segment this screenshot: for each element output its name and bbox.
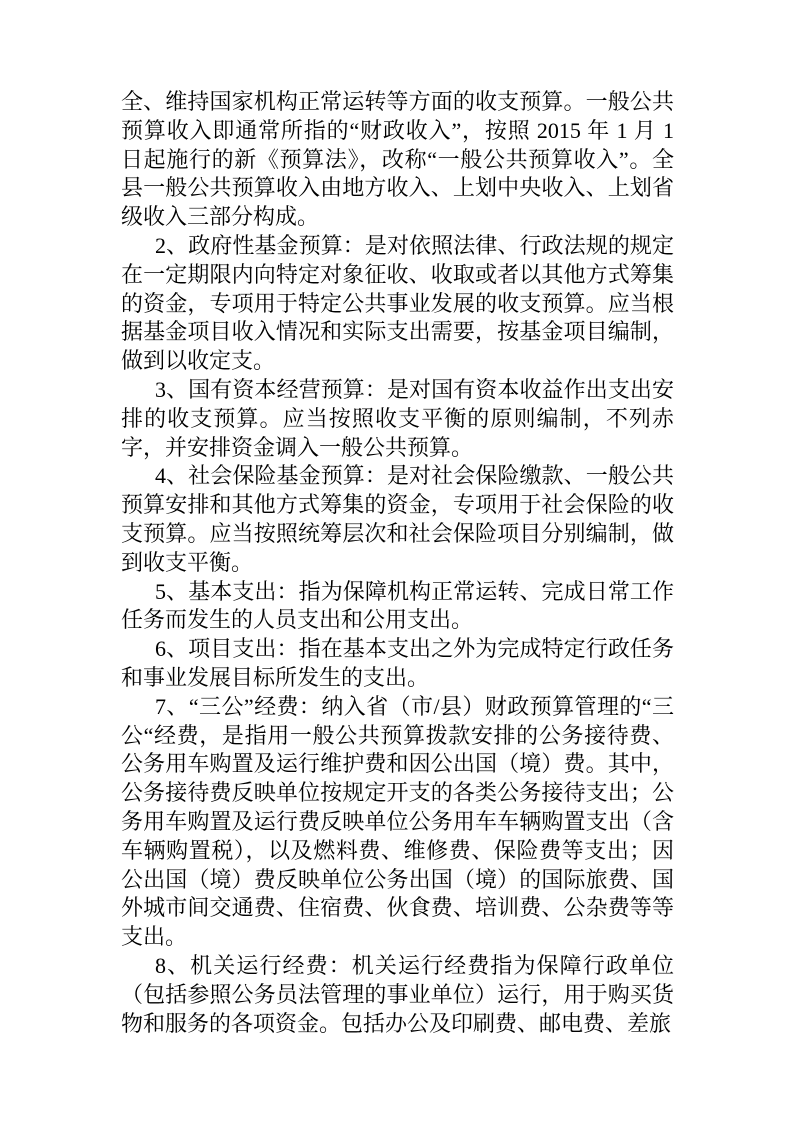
para-item-7-three-public-funds: 7、“三公”经费：纳入省（市/县）财政预算管理的“三公“经费，是指用一般公共预算拨款安排的公务接待费、公务用车购置及运行维护费和因公出国（境）费。其中，公务接待费反映单位按规定开支的各类公务接待支出；公务用车购置及运行费反映单位公务用车车辆购置支出（含车辆购置税），以及燃料费、维修费、保险费等支出；因公出国（境）费反映单位公务出国（境）的国际旅费、国外城市间交通费、住宿费、伙食费、培训费、公杂费等等支出。 [121, 693, 674, 950]
document-body [121, 88, 674, 1038]
para-item-8-agency-operating-funds: 8、机关运行经费：机关运行经费指为保障行政单位（包括参照公务员法管理的事业单位）运行，用于购买货物和服务的各项资金。包括办公及印刷费、邮电费、差旅 [121, 952, 674, 1036]
para-item-5-basic-expenditure: 5、基本支出：指为保障机构正常运转、完成日常工作任务而发生的人员支出和公用支出。 [121, 578, 674, 633]
para-general-public-budget-continued: 全、维持国家机构正常运转等方面的收支预算。一般公共预算收入即通常所指的“财政收入”，按照 2015 年 1 月 1 日起施行的新《预算法》，改称“一般公共预算收入”。全县一般公共预算收入由地方收入、上划中央收入、上划省级收入三部分构成。 [121, 89, 674, 230]
para-item-3-state-capital-operation-budget: 3、国有资本经营预算：是对国有资本收益作出支出安排的收支预算。应当按照收支平衡的原则编制，不列赤字，并安排资金调入一般公共预算。 [121, 376, 674, 460]
para-item-6-project-expenditure: 6、项目支出：指在基本支出之外为完成特定行政任务和事业发展目标所发生的支出。 [121, 636, 674, 690]
para-item-2-government-fund-budget: 2、政府性基金预算：是对依照法律、行政法规的规定在一定期限内向特定对象征收、收取或者以其他方式筹集的资金，专项用于特定公共事业发展的收支预算。应当根据基金项目收入情况和实际支出需要，按基金项目编制，做到以收定支。 [121, 232, 674, 374]
para-item-4-social-insurance-fund-budget: 4、社会保险基金预算：是对社会保险缴款、一般公共预算安排和其他方式筹集的资金，专项用于社会保险的收支预算。应当按照统筹层次和社会保险项目分别编制，做到收支平衡。 [121, 463, 674, 575]
